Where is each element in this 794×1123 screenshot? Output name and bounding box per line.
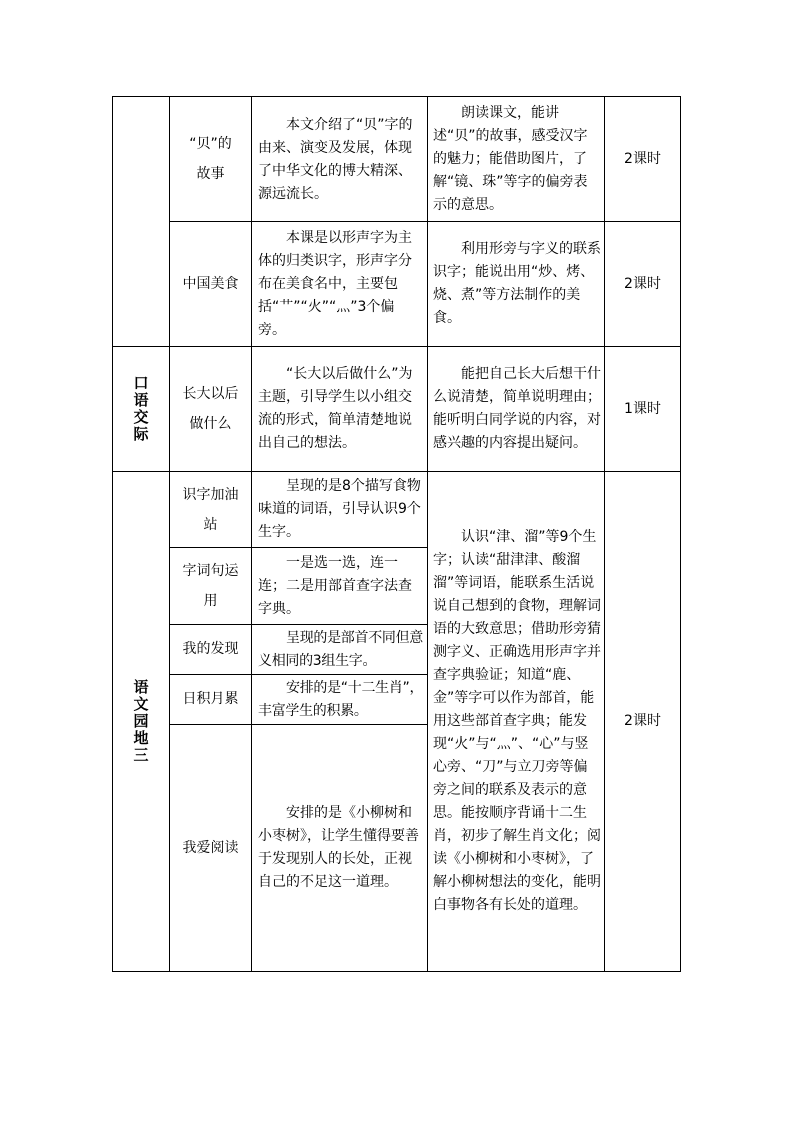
unit-char: 语 (133, 391, 149, 409)
content-text: “长大以后做什么”为主题，引导学生以小组交流的形式，简单清楚地说出自己的想法。 (258, 366, 413, 451)
goal-text: 利用形旁与字义的联系识字；能说出用“炒、烤、烧、煮”等方法制作的美食。 (433, 241, 601, 326)
lesson-title-garden-4 (170, 675, 251, 724)
lesson-title-garden-3 (170, 625, 251, 674)
lesson-title-line: 站 (203, 516, 218, 533)
lesson-content-garden-2 (258, 548, 422, 624)
lesson-title-line: 我爱阅读 (182, 839, 239, 856)
content-text: 呈现的是8个描写食物味道的词语，引导认识9个生字。 (258, 478, 421, 540)
unit-char: 园 (133, 712, 149, 730)
lesson-title-garden-1 (170, 472, 251, 547)
goal-text: 认识“津、溜”等9个生字；认读“甜津津、酸溜溜”等词语，能联系生活说说自己想到的食物，理解词语的大致意思；借助形旁猜测字义、正确选用形声字并查字典验证；知道“鹿、金”等字可以作为部首，能用这些部首查字典；能发现“火”与“灬”、“心”与竖心旁、“刀”与立刀旁等偏旁之间的联系及表示的意思。能按顺序背诵十二生肖，初步了解生肖文化；阅读《小柳树和小枣树》，了解小柳树想法的变化，能明白事物各有长处的道理。 (433, 529, 601, 913)
lesson-goal-bei (433, 98, 601, 220)
unit-char: 三 (133, 746, 149, 764)
lesson-title-line: “贝”的 (189, 136, 232, 152)
content-text: 呈现的是部首不同但意义相同的3组生字。 (258, 629, 423, 669)
unit-char: 语 (133, 678, 149, 696)
lesson-title-line: 字词句运 (182, 563, 239, 579)
goal-text: 朗读课文，能讲述“贝”的故事，感受汉字的魅力；能借助图片，了解“镜、珠”等字的偏旁表示的意思。 (433, 104, 588, 213)
unit-char: 交 (133, 408, 149, 426)
lesson-title-line: 长大以后 (182, 386, 239, 402)
lesson-content-garden-4 (258, 675, 426, 724)
lesson-title-line: 日积月累 (182, 691, 239, 707)
unit-char: 口 (133, 374, 149, 392)
lesson-content-garden-1 (258, 472, 422, 547)
rule-col3 (427, 96, 428, 972)
content-text: 安排的是“十二生肖”，丰富学生的积累。 (258, 679, 424, 719)
unit-char: 际 (133, 425, 149, 443)
lesson-content-food (258, 222, 422, 346)
lesson-title-line: 识字加油 (182, 486, 239, 503)
lesson-title-garden-2 (170, 548, 251, 624)
hours-text: 2课时 (624, 150, 661, 167)
lesson-title-line: 中国美食 (182, 275, 239, 292)
unit-label-oral (113, 347, 169, 471)
content-text: 安排的是《小柳树和小枣树》，让学生懂得要善于发现别人的长处，正视自己的不足这一道理。 (258, 805, 419, 890)
lesson-title-bei (170, 128, 251, 190)
hours-text: 2课时 (624, 275, 661, 292)
unit-char: 地 (133, 729, 149, 747)
rule-col2 (251, 96, 252, 972)
content-text: 本课是以形声字为主体的归类识字，形声字分布在美食名中，主要包括“艹”“火”“灬”3个偏旁。 (258, 229, 412, 338)
lesson-content-oral (258, 347, 422, 471)
lesson-content-garden-5 (258, 725, 422, 971)
hours-text: 1课时 (624, 400, 661, 417)
unit-char: 文 (133, 695, 149, 713)
lesson-goal-oral (433, 347, 601, 471)
lesson-content-bei (258, 110, 422, 210)
lesson-title-garden-5 (170, 725, 251, 971)
lesson-content-garden-3 (258, 625, 426, 674)
hours-bei (605, 97, 680, 221)
hours-food (605, 222, 680, 346)
unit-label-garden (113, 472, 169, 971)
content-text: 本文介绍了“贝”字的由来、演变及发展，体现了中华文化的博大精深、源远流长。 (258, 117, 413, 202)
goal-text: 能把自己长大后想干什么说清楚，简单说明理由；能听明白同学说的内容，对感兴趣的内容提出疑问。 (433, 366, 601, 451)
hours-garden (605, 472, 680, 971)
lesson-title-line: 我的发现 (182, 641, 239, 657)
content-text: 一是选一选，连一连；二是用部首查字法查字典。 (258, 554, 412, 617)
lesson-title-line: 做什么 (189, 416, 232, 432)
lesson-goal-garden (433, 472, 601, 971)
lesson-title-line: 故事 (196, 166, 225, 182)
rule-col5 (680, 96, 681, 972)
lesson-title-food (170, 222, 251, 346)
rule-top (112, 96, 681, 97)
hours-oral (605, 347, 680, 471)
lesson-title-line: 用 (203, 593, 218, 609)
hours-text: 2课时 (624, 713, 661, 729)
rule-bottom (112, 971, 681, 972)
lesson-goal-food (433, 222, 601, 346)
lesson-title-oral (170, 378, 251, 440)
